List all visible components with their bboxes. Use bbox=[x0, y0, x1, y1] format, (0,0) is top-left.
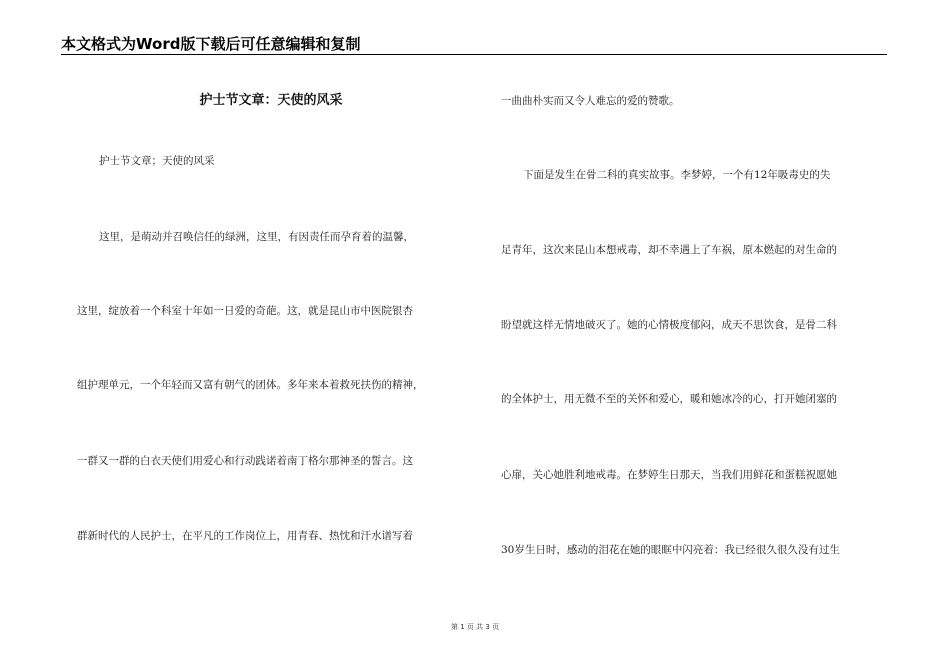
paragraph-line: 足青年，这次来昆山本想戒毒，却不幸遇上了车祸，原本燃起的对生命的 bbox=[501, 244, 837, 256]
paragraph-line: 组护理单元，一个年轻而又富有朝气的团体。多年来本着救死扶伤的精神， bbox=[77, 379, 424, 391]
paragraph-line: 这里，绽放着一个科室十年如一日爱的奇葩。这，就是昆山市中医院银杏 bbox=[77, 305, 413, 317]
paragraph-line: 心扉，关心她胜利地戒毒。在梦婷生日那天，当我们用鲜花和蛋糕祝愿她 bbox=[501, 469, 837, 481]
paragraph-line: 下面是发生在骨二科的真实故事。李梦婷，一个有12年吸毒史的失 bbox=[523, 169, 831, 181]
paragraph-line: 30岁生日时，感动的泪花在她的眼眶中闪亮着：我已经很久很久没有过生 bbox=[501, 544, 840, 556]
page-number: 第 1 页 共 3 页 bbox=[450, 623, 500, 631]
paragraph-line: 一群又一群的白衣天使们用爱心和行动践诺着南丁格尔那神圣的誓言。这 bbox=[77, 455, 413, 467]
header-banner: 本文格式为Word版下载后可任意编辑和复制 bbox=[61, 35, 361, 53]
paragraph-line: 这里，是萌动并召唤信任的绿洲，这里，有因责任而孕育着的温馨， bbox=[99, 231, 414, 243]
paragraph-line: 护士节文章；天使的风采 bbox=[99, 155, 215, 167]
document-title: 护士节文章：天使的风采 bbox=[199, 93, 343, 108]
paragraph-line: 群新时代的人民护士，在平凡的工作岗位上，用青春、热忱和汗水谱写着 bbox=[77, 530, 413, 542]
paragraph-line: 一曲曲朴实而又令人难忘的爱的赞歌。 bbox=[501, 95, 680, 107]
paragraph-line: 的全体护士，用无微不至的关怀和爱心，暖和她冰冷的心，打开她闭塞的 bbox=[501, 393, 837, 405]
paragraph-line: 盼望就这样无情地破灭了。她的心情极度郁闷，成天不思饮食，是骨二科 bbox=[501, 319, 837, 331]
header-divider bbox=[61, 54, 887, 55]
